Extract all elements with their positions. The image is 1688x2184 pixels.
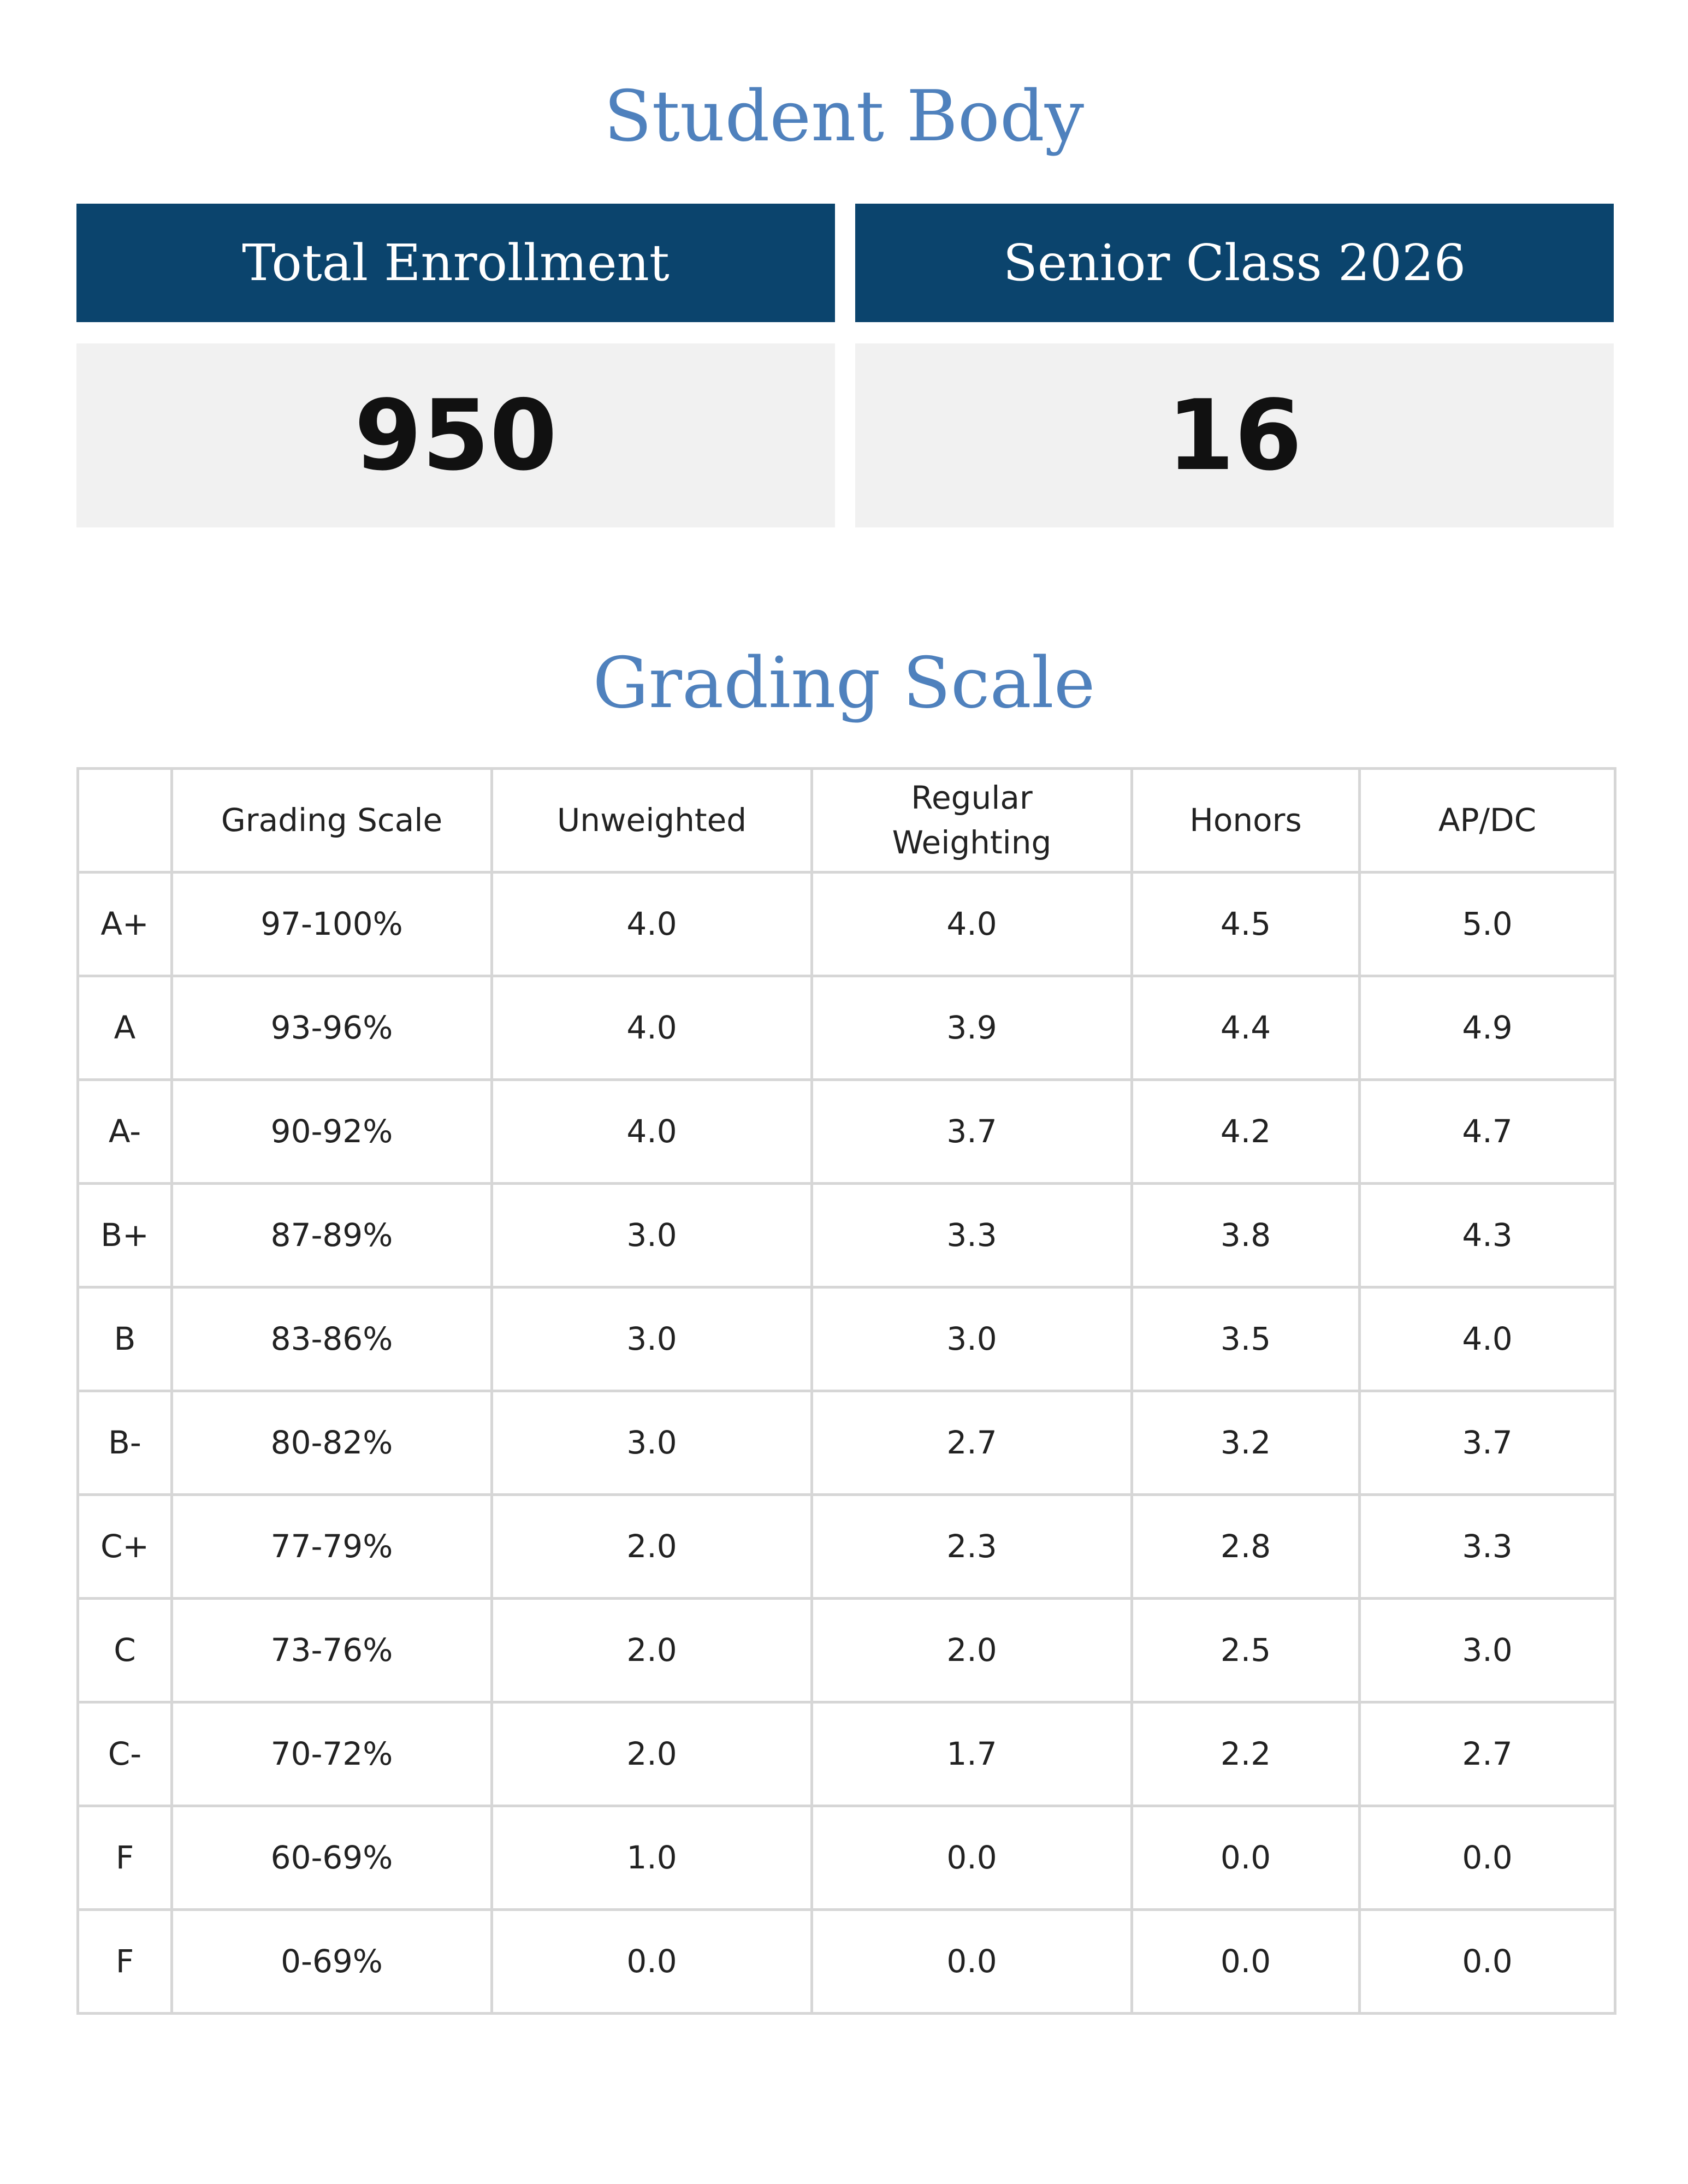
header-unweighted: Unweighted — [492, 769, 812, 873]
cell-honors: 2.8 — [1132, 1495, 1360, 1599]
grading-scale-table — [76, 767, 1616, 2015]
grading-scale-title: Grading Scale — [593, 643, 1095, 724]
student-body-title: Student Body — [603, 76, 1085, 157]
header-grading-scale: Grading Scale — [172, 769, 492, 873]
cell-regular-weighting: 2.7 — [812, 1391, 1132, 1495]
cell-letter: F — [78, 1910, 172, 2014]
header-honors: Honors — [1132, 769, 1360, 873]
cell-apdc: 3.7 — [1360, 1391, 1615, 1495]
cell-percent-range: 87-89% — [172, 1184, 492, 1287]
cell-regular-weighting: 2.3 — [812, 1495, 1132, 1599]
cell-letter: B — [78, 1287, 172, 1391]
cell-letter: F — [78, 1806, 172, 1910]
cell-percent-range: 97-100% — [172, 873, 492, 976]
table-row — [78, 976, 1615, 1080]
header-letter — [78, 769, 172, 873]
cell-letter: C+ — [78, 1495, 172, 1599]
table-row — [78, 1184, 1615, 1287]
cell-percent-range: 73-76% — [172, 1599, 492, 1702]
cell-honors: 4.5 — [1132, 873, 1360, 976]
cell-letter: C- — [78, 1702, 172, 1806]
table-row — [78, 1910, 1615, 2014]
total-enrollment-label: Total Enrollment — [76, 204, 835, 322]
header-apdc: AP/DC — [1360, 769, 1615, 873]
cell-unweighted: 1.0 — [492, 1806, 812, 1910]
header-regular-weighting-label: Regular Weighting — [892, 779, 1052, 861]
cell-letter: A — [78, 976, 172, 1080]
table-header-row — [78, 769, 1615, 873]
cell-regular-weighting: 3.0 — [812, 1287, 1132, 1391]
cell-percent-range: 80-82% — [172, 1391, 492, 1495]
table-row — [78, 1702, 1615, 1806]
senior-class-label: Senior Class 2026 — [855, 204, 1614, 322]
cell-unweighted: 2.0 — [492, 1495, 812, 1599]
cell-apdc: 4.0 — [1360, 1287, 1615, 1391]
cell-percent-range: 83-86% — [172, 1287, 492, 1391]
cell-apdc: 4.7 — [1360, 1080, 1615, 1184]
cell-apdc: 3.3 — [1360, 1495, 1615, 1599]
table-row — [78, 873, 1615, 976]
cell-unweighted: 4.0 — [492, 873, 812, 976]
cell-letter: C — [78, 1599, 172, 1702]
cell-regular-weighting: 3.3 — [812, 1184, 1132, 1287]
cell-apdc: 3.0 — [1360, 1599, 1615, 1702]
cell-apdc: 0.0 — [1360, 1910, 1615, 2014]
cell-unweighted: 0.0 — [492, 1910, 812, 2014]
header-regular-weighting — [812, 769, 1132, 873]
table-row — [78, 1495, 1615, 1599]
cell-percent-range: 93-96% — [172, 976, 492, 1080]
cell-letter: B+ — [78, 1184, 172, 1287]
cell-unweighted: 3.0 — [492, 1184, 812, 1287]
cell-apdc: 4.9 — [1360, 976, 1615, 1080]
cell-honors: 0.0 — [1132, 1910, 1360, 2014]
table-row — [78, 1599, 1615, 1702]
cell-regular-weighting: 3.9 — [812, 976, 1132, 1080]
cell-honors: 4.2 — [1132, 1080, 1360, 1184]
cell-apdc: 0.0 — [1360, 1806, 1615, 1910]
cell-apdc: 5.0 — [1360, 873, 1615, 976]
cell-regular-weighting: 2.0 — [812, 1599, 1132, 1702]
cell-unweighted: 2.0 — [492, 1702, 812, 1806]
cell-honors: 2.2 — [1132, 1702, 1360, 1806]
cell-percent-range: 70-72% — [172, 1702, 492, 1806]
cell-letter: A- — [78, 1080, 172, 1184]
cell-letter: A+ — [78, 873, 172, 976]
cell-letter: B- — [78, 1391, 172, 1495]
cell-regular-weighting: 0.0 — [812, 1910, 1132, 2014]
cell-honors: 0.0 — [1132, 1806, 1360, 1910]
table-row — [78, 1391, 1615, 1495]
table-row — [78, 1806, 1615, 1910]
senior-class-value: 16 — [855, 343, 1614, 527]
cell-apdc: 2.7 — [1360, 1702, 1615, 1806]
cell-apdc: 4.3 — [1360, 1184, 1615, 1287]
cell-honors: 3.5 — [1132, 1287, 1360, 1391]
table-row — [78, 1080, 1615, 1184]
cell-unweighted: 4.0 — [492, 1080, 812, 1184]
cell-honors: 3.8 — [1132, 1184, 1360, 1287]
cell-percent-range: 77-79% — [172, 1495, 492, 1599]
cell-regular-weighting: 1.7 — [812, 1702, 1132, 1806]
cell-unweighted: 3.0 — [492, 1391, 812, 1495]
cell-honors: 4.4 — [1132, 976, 1360, 1080]
cell-regular-weighting: 0.0 — [812, 1806, 1132, 1910]
cell-honors: 3.2 — [1132, 1391, 1360, 1495]
table-row — [78, 1287, 1615, 1391]
cell-unweighted: 2.0 — [492, 1599, 812, 1702]
cell-percent-range: 60-69% — [172, 1806, 492, 1910]
cell-percent-range: 0-69% — [172, 1910, 492, 2014]
cell-percent-range: 90-92% — [172, 1080, 492, 1184]
cell-honors: 2.5 — [1132, 1599, 1360, 1702]
total-enrollment-value: 950 — [76, 343, 835, 527]
cell-unweighted: 3.0 — [492, 1287, 812, 1391]
cell-regular-weighting: 3.7 — [812, 1080, 1132, 1184]
cell-unweighted: 4.0 — [492, 976, 812, 1080]
cell-regular-weighting: 4.0 — [812, 873, 1132, 976]
